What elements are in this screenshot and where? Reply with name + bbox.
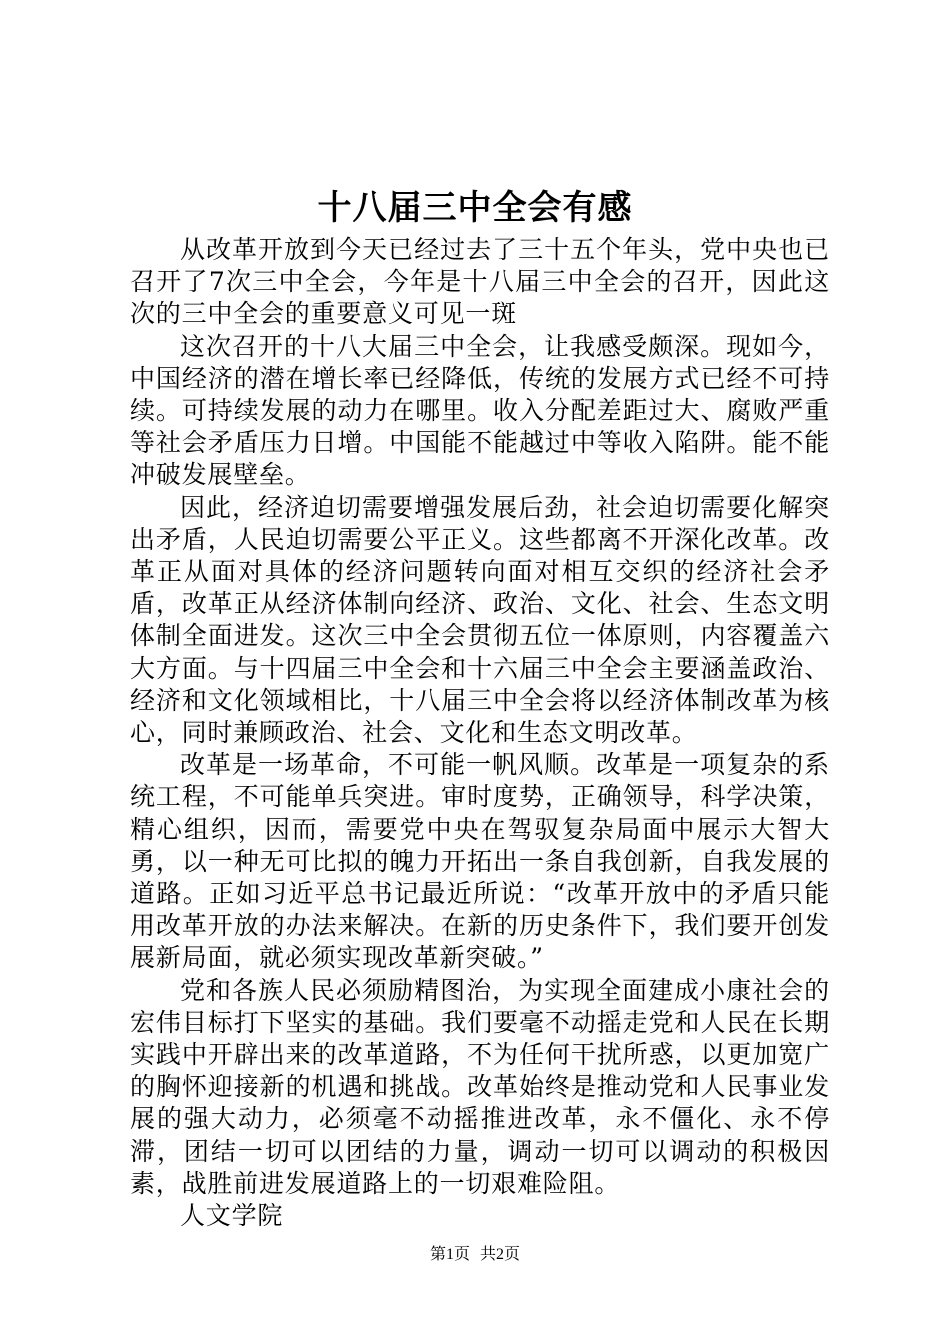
paragraph-1: 从改革开放到今天已经过去了三十五个年头，党中央也已召开了7次三中全会，今年是十八届三中全会的召开，因此这次的三中全会的重要意义可见一斑 — [130, 235, 830, 329]
paragraph-5: 党和各族人民必须励精图治，为实现全面建成小康社会的宏伟目标打下坚实的基础。我们要毫不动摇走党和人民在长期实践中开辟出来的改革道路，不为任何干扰所惑，以更加宽广的胸怀迎接新的机遇和挑战。改革始终是推动党和人民事业发展的强大动力，必须毫不动摇推进改革，永不僵化、永不停滞，团结一切可以团结的力量，调动一切可以调动的积极因素，战胜前进发展道路上的一切艰难险阻。 — [130, 975, 830, 1198]
paragraph-2: 这次召开的十八大届三中全会，让我感受颇深。现如今，中国经济的潜在增长率已经降低，传统的发展方式已经不可持续。可持续发展的动力在哪里。收入分配差距过大、腐败严重等社会矛盾压力日增。中国能不能越过中等收入陷阱。能不能冲破发展壁垒。 — [130, 331, 830, 490]
document-title: 十八届三中全会有感 — [317, 188, 633, 228]
page-number: 第1页 — [429, 1246, 470, 1263]
document-body — [130, 234, 830, 1232]
signature-line: 人文学院 — [180, 1201, 284, 1231]
page-total: 共2页 — [480, 1246, 521, 1263]
paragraph-4: 改革是一场革命，不可能一帆风顺。改革是一项复杂的系统工程，不可能单兵突进。审时度势，正确领导，科学决策，精心组织，因而，需要党中央在驾驭复杂局面中展示大智大勇，以一种无可比拟的魄力开拓出一条自我创新，自我发展的道路。正如习近平总书记最近所说：“改革开放中的矛盾只能用改革开放的办法来解决。在新的历史条件下，我们要开创发展新局面，就必须实现改革新突破。” — [130, 750, 830, 973]
paragraph-3: 因此，经济迫切需要增强发展后劲，社会迫切需要化解突出矛盾，人民迫切需要公平正义。这些都离不开深化改革。改革正从面对具体的经济问题转向面对相互交织的经济社会矛盾，改革正从经济体制向经济、政治、文化、社会、生态文明体制全面进发。这次三中全会贯彻五位一体原则，内容覆盖六大方面。与十四届三中全会和十六届三中全会主要涵盖政治、经济和文化领域相比，十八届三中全会将以经济体制改革为核心，同时兼顾政治、社会、文化和生态文明改革。 — [130, 492, 830, 748]
page-footer — [0, 1243, 950, 1267]
